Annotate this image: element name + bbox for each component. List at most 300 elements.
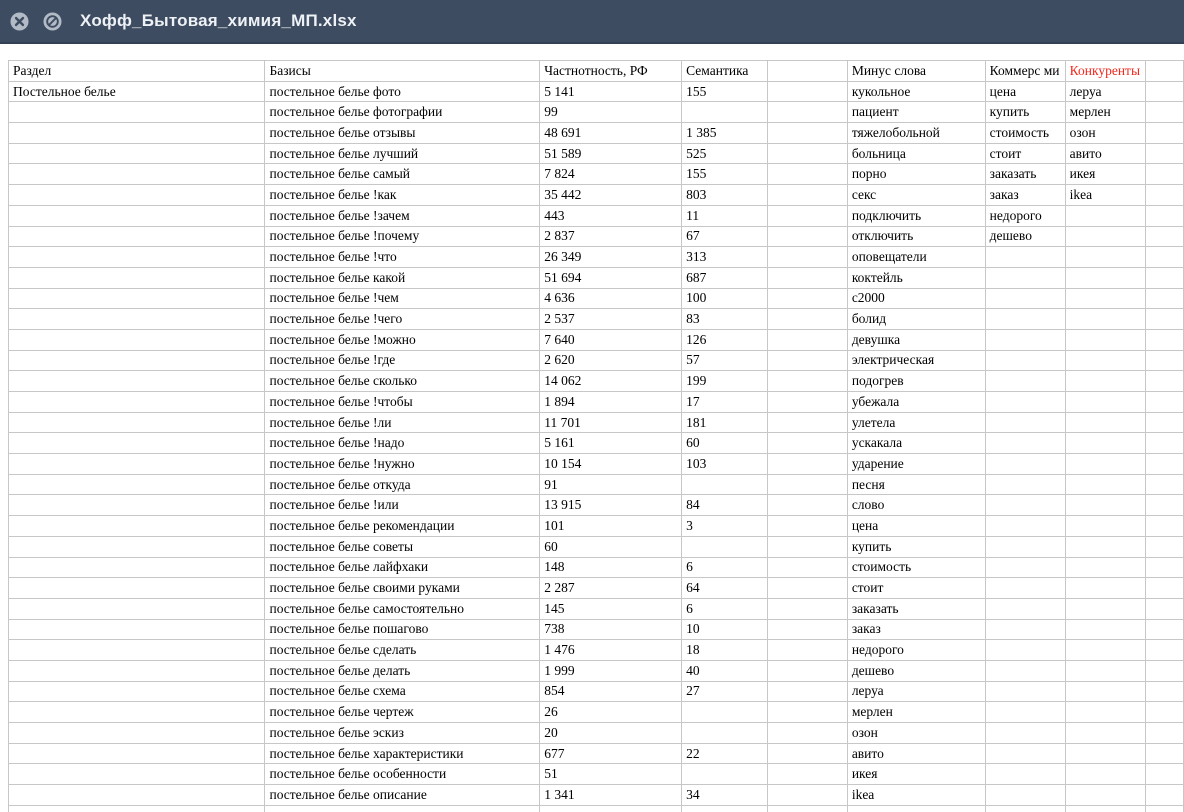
cell-bazis[interactable]: постельное белье пошагово xyxy=(265,619,540,640)
cell-competitors[interactable]: ikea xyxy=(1065,185,1145,206)
cell-commerce[interactable] xyxy=(985,329,1065,350)
cell-competitors[interactable] xyxy=(1065,474,1145,495)
cell-bazis[interactable]: постельное белье советы xyxy=(265,536,540,557)
column-header-commerce[interactable]: Коммерс ми xyxy=(985,61,1065,82)
cell-razdel[interactable] xyxy=(9,764,265,785)
cell-freq[interactable]: 26 xyxy=(540,702,682,723)
cell-bazis[interactable]: постельное белье лучший xyxy=(265,143,540,164)
cell-freq[interactable]: 99 xyxy=(540,102,682,123)
cell-commerce[interactable] xyxy=(985,681,1065,702)
cell-sem[interactable]: 83 xyxy=(682,309,768,330)
cell-razdel[interactable] xyxy=(9,743,265,764)
cell-freq[interactable]: 854 xyxy=(540,681,682,702)
cell-sem[interactable] xyxy=(682,536,768,557)
cell-razdel[interactable] xyxy=(9,329,265,350)
blocked-icon[interactable] xyxy=(43,12,62,31)
cell-bazis[interactable]: постельное белье схема xyxy=(265,681,540,702)
cell-razdel[interactable] xyxy=(9,164,265,185)
cell-minus[interactable]: ударение xyxy=(847,454,985,475)
cell-competitors[interactable] xyxy=(1065,536,1145,557)
cell-commerce[interactable]: купить xyxy=(985,102,1065,123)
cell-commerce[interactable] xyxy=(985,578,1065,599)
cell-sem[interactable]: 525 xyxy=(682,143,768,164)
cell-competitors[interactable] xyxy=(1065,743,1145,764)
cell-spacer2[interactable] xyxy=(1146,702,1184,723)
cell-razdel[interactable] xyxy=(9,185,265,206)
cell-commerce[interactable] xyxy=(985,640,1065,661)
cell-minus[interactable]: мерлен xyxy=(847,702,985,723)
cell-freq[interactable]: 13 915 xyxy=(540,495,682,516)
cell-bazis[interactable]: постельное белье !где xyxy=(265,350,540,371)
column-header-minus[interactable]: Минус слова xyxy=(847,61,985,82)
cell-competitors[interactable] xyxy=(1065,619,1145,640)
column-header-competitors[interactable]: Конкуренты xyxy=(1065,61,1145,82)
cell-minus[interactable]: икея xyxy=(847,764,985,785)
cell-freq[interactable]: 51 694 xyxy=(540,267,682,288)
cell-sem[interactable]: 6 xyxy=(682,598,768,619)
cell-bazis[interactable]: постельное белье какой xyxy=(265,267,540,288)
cell-competitors[interactable]: мерлен xyxy=(1065,102,1145,123)
cell-razdel[interactable] xyxy=(9,102,265,123)
cell-razdel[interactable] xyxy=(9,536,265,557)
column-header-sem[interactable]: Семантика xyxy=(682,61,768,82)
cell-sem[interactable]: 103 xyxy=(682,454,768,475)
cell-commerce[interactable] xyxy=(985,660,1065,681)
cell-razdel[interactable] xyxy=(9,309,265,330)
cell-spacer1[interactable] xyxy=(768,681,848,702)
cell-commerce[interactable] xyxy=(985,536,1065,557)
cell-sem[interactable] xyxy=(682,474,768,495)
cell-commerce[interactable] xyxy=(985,723,1065,744)
cell-competitors[interactable] xyxy=(1065,371,1145,392)
cell-sem[interactable]: 40 xyxy=(682,660,768,681)
cell-spacer2[interactable] xyxy=(1146,392,1184,413)
cell-commerce[interactable] xyxy=(985,454,1065,475)
cell-minus[interactable]: тяжелобольной xyxy=(847,123,985,144)
cell-bazis[interactable]: постельное белье !почему xyxy=(265,226,540,247)
cell-commerce[interactable] xyxy=(985,557,1065,578)
cell-spacer2[interactable] xyxy=(1146,247,1184,268)
cell-spacer1[interactable] xyxy=(768,247,848,268)
cell-competitors[interactable] xyxy=(1065,350,1145,371)
cell-spacer2[interactable] xyxy=(1146,619,1184,640)
cell-razdel[interactable] xyxy=(9,143,265,164)
cell-minus[interactable]: ускакала xyxy=(847,433,985,454)
cell-spacer2[interactable] xyxy=(1146,350,1184,371)
cell-bazis[interactable]: постельное белье лайфхаки xyxy=(265,557,540,578)
cell-freq[interactable]: 148 xyxy=(540,557,682,578)
cell-bazis[interactable]: постельное белье !или xyxy=(265,495,540,516)
cell-freq[interactable]: 1 341 xyxy=(540,785,682,806)
cell-freq[interactable]: 5 141 xyxy=(540,81,682,102)
cell-commerce[interactable]: недорого xyxy=(985,205,1065,226)
cell-minus[interactable]: песня xyxy=(847,474,985,495)
cell-commerce[interactable] xyxy=(985,288,1065,309)
cell-spacer1[interactable] xyxy=(768,557,848,578)
cell-commerce[interactable] xyxy=(985,495,1065,516)
cell-spacer2[interactable] xyxy=(1146,226,1184,247)
cell-spacer1[interactable] xyxy=(768,805,848,812)
cell-sem[interactable]: 17 xyxy=(682,392,768,413)
cell-spacer1[interactable] xyxy=(768,578,848,599)
cell-sem[interactable]: 181 xyxy=(682,412,768,433)
cell-spacer1[interactable] xyxy=(768,598,848,619)
cell-freq[interactable]: 35 442 xyxy=(540,185,682,206)
cell-bazis[interactable]: постельное белье фото xyxy=(265,81,540,102)
cell-minus[interactable]: подогрев xyxy=(847,371,985,392)
cell-minus[interactable]: слово xyxy=(847,495,985,516)
cell-sem[interactable] xyxy=(682,702,768,723)
cell-commerce[interactable] xyxy=(985,433,1065,454)
cell-commerce[interactable] xyxy=(985,267,1065,288)
cell-freq[interactable]: 51 xyxy=(540,764,682,785)
cell-commerce[interactable] xyxy=(985,619,1065,640)
cell-freq[interactable]: 60 xyxy=(540,536,682,557)
column-header-freq[interactable]: Частнотность, РФ xyxy=(540,61,682,82)
cell-spacer1[interactable] xyxy=(768,123,848,144)
cell-minus[interactable]: с2000 xyxy=(847,288,985,309)
cell-competitors[interactable]: авито xyxy=(1065,143,1145,164)
cell-spacer2[interactable] xyxy=(1146,454,1184,475)
cell-razdel[interactable] xyxy=(9,433,265,454)
cell-commerce[interactable] xyxy=(985,474,1065,495)
cell-sem[interactable]: 126 xyxy=(682,329,768,350)
cell-commerce[interactable] xyxy=(985,598,1065,619)
cell-spacer1[interactable] xyxy=(768,392,848,413)
cell-commerce[interactable]: заказ xyxy=(985,185,1065,206)
cell-spacer1[interactable] xyxy=(768,205,848,226)
cell-sem[interactable]: 64 xyxy=(682,578,768,599)
cell-bazis[interactable]: постельное белье особенности xyxy=(265,764,540,785)
cell-commerce[interactable] xyxy=(985,309,1065,330)
cell-minus[interactable]: авито xyxy=(847,743,985,764)
cell-razdel[interactable] xyxy=(9,681,265,702)
cell-spacer2[interactable] xyxy=(1146,123,1184,144)
cell-sem[interactable]: 11 xyxy=(682,205,768,226)
cell-sem[interactable] xyxy=(682,102,768,123)
cell-spacer2[interactable] xyxy=(1146,433,1184,454)
cell-sem[interactable]: 60 xyxy=(682,433,768,454)
cell-freq[interactable]: 14 062 xyxy=(540,371,682,392)
cell-bazis[interactable]: постельное белье самостоятельно xyxy=(265,598,540,619)
cell-spacer2[interactable] xyxy=(1146,371,1184,392)
cell-razdel[interactable] xyxy=(9,454,265,475)
cell-razdel[interactable] xyxy=(9,371,265,392)
cell-spacer2[interactable] xyxy=(1146,164,1184,185)
cell-bazis[interactable]: постельное белье характеристики xyxy=(265,743,540,764)
cell-commerce[interactable] xyxy=(985,743,1065,764)
cell-minus[interactable]: больница xyxy=(847,143,985,164)
cell-bazis[interactable]: постельное белье откуда xyxy=(265,474,540,495)
cell-spacer1[interactable] xyxy=(768,329,848,350)
cell-competitors[interactable] xyxy=(1065,205,1145,226)
cell-competitors[interactable] xyxy=(1065,433,1145,454)
cell-bazis[interactable]: постельное белье !зачем xyxy=(265,205,540,226)
cell-freq[interactable]: 2 837 xyxy=(540,226,682,247)
cell-sem[interactable]: 313 xyxy=(682,247,768,268)
cell-competitors[interactable] xyxy=(1065,412,1145,433)
cell-sem[interactable]: 3 xyxy=(682,516,768,537)
cell-minus[interactable]: стоит xyxy=(847,578,985,599)
cell-freq[interactable]: 26 349 xyxy=(540,247,682,268)
cell-razdel[interactable] xyxy=(9,205,265,226)
cell-minus[interactable]: коктейль xyxy=(847,267,985,288)
cell-freq[interactable]: 1 894 xyxy=(540,392,682,413)
cell-spacer2[interactable] xyxy=(1146,205,1184,226)
cell-minus[interactable]: недорого xyxy=(847,640,985,661)
cell-razdel[interactable] xyxy=(9,392,265,413)
cell-minus[interactable]: девушка xyxy=(847,329,985,350)
cell-spacer1[interactable] xyxy=(768,474,848,495)
cell-spacer1[interactable] xyxy=(768,102,848,123)
cell-sem[interactable]: 10 xyxy=(682,619,768,640)
cell-sem[interactable] xyxy=(682,805,768,812)
cell-competitors[interactable] xyxy=(1065,516,1145,537)
cell-razdel[interactable] xyxy=(9,516,265,537)
cell-spacer2[interactable] xyxy=(1146,557,1184,578)
cell-freq[interactable]: 677 xyxy=(540,743,682,764)
cell-spacer1[interactable] xyxy=(768,660,848,681)
cell-spacer2[interactable] xyxy=(1146,516,1184,537)
cell-bazis[interactable]: постельное белье делать xyxy=(265,660,540,681)
cell-spacer2[interactable] xyxy=(1146,598,1184,619)
cell-competitors[interactable] xyxy=(1065,723,1145,744)
cell-spacer2[interactable] xyxy=(1146,474,1184,495)
cell-spacer1[interactable] xyxy=(768,226,848,247)
cell-bazis[interactable]: постельное белье чертеж xyxy=(265,702,540,723)
cell-spacer1[interactable] xyxy=(768,267,848,288)
cell-sem[interactable]: 155 xyxy=(682,81,768,102)
cell-minus[interactable]: оповещатели xyxy=(847,247,985,268)
cell-razdel[interactable] xyxy=(9,660,265,681)
cell-minus[interactable]: подключить xyxy=(847,205,985,226)
cell-razdel[interactable] xyxy=(9,723,265,744)
cell-sem[interactable]: 18 xyxy=(682,640,768,661)
cell-freq[interactable]: 48 691 xyxy=(540,123,682,144)
cell-competitors[interactable] xyxy=(1065,702,1145,723)
cell-razdel[interactable] xyxy=(9,350,265,371)
cell-bazis[interactable]: постельное белье отзывы xyxy=(265,123,540,144)
cell-bazis[interactable]: постельное белье фотографии xyxy=(265,102,540,123)
cell-spacer2[interactable] xyxy=(1146,288,1184,309)
cell-commerce[interactable] xyxy=(985,412,1065,433)
cell-freq[interactable]: 1 999 xyxy=(540,660,682,681)
cell-freq[interactable]: 10 154 xyxy=(540,454,682,475)
cell-freq[interactable]: 7 824 xyxy=(540,164,682,185)
cell-spacer2[interactable] xyxy=(1146,309,1184,330)
cell-minus[interactable]: отключить xyxy=(847,226,985,247)
cell-commerce[interactable] xyxy=(985,516,1065,537)
cell-minus[interactable]: озон xyxy=(847,723,985,744)
cell-spacer1[interactable] xyxy=(768,143,848,164)
cell-competitors[interactable]: леруа xyxy=(1065,81,1145,102)
cell-bazis[interactable]: постельное белье !нужно xyxy=(265,454,540,475)
cell-freq[interactable]: 738 xyxy=(540,619,682,640)
cell-spacer1[interactable] xyxy=(768,288,848,309)
cell-minus[interactable]: купить xyxy=(847,536,985,557)
cell-razdel[interactable] xyxy=(9,288,265,309)
cell-freq[interactable]: 2 620 xyxy=(540,350,682,371)
cell-razdel[interactable] xyxy=(9,247,265,268)
cell-spacer1[interactable] xyxy=(768,371,848,392)
cell-freq[interactable]: 443 xyxy=(540,205,682,226)
cell-bazis[interactable]: постельное белье сделать xyxy=(265,640,540,661)
cell-commerce[interactable] xyxy=(985,247,1065,268)
cell-commerce[interactable] xyxy=(985,350,1065,371)
cell-spacer2[interactable] xyxy=(1146,681,1184,702)
cell-bazis[interactable]: постельное белье !чего xyxy=(265,309,540,330)
cell-spacer1[interactable] xyxy=(768,619,848,640)
cell-minus[interactable]: леруа xyxy=(847,681,985,702)
cell-spacer2[interactable] xyxy=(1146,805,1184,812)
cell-commerce[interactable]: стоимость xyxy=(985,123,1065,144)
cell-competitors[interactable] xyxy=(1065,454,1145,475)
cell-minus[interactable]: ikea xyxy=(847,785,985,806)
cell-competitors[interactable] xyxy=(1065,267,1145,288)
cell-competitors[interactable] xyxy=(1065,309,1145,330)
cell-spacer2[interactable] xyxy=(1146,743,1184,764)
cell-competitors[interactable] xyxy=(1065,578,1145,599)
cell-bazis[interactable]: постельное белье !что xyxy=(265,247,540,268)
cell-freq[interactable]: 51 589 xyxy=(540,143,682,164)
cell-competitors[interactable]: озон xyxy=(1065,123,1145,144)
cell-bazis[interactable]: постельное белье самый xyxy=(265,164,540,185)
cell-sem[interactable]: 34 xyxy=(682,785,768,806)
cell-competitors[interactable] xyxy=(1065,785,1145,806)
cell-minus[interactable]: дешево xyxy=(847,660,985,681)
cell-razdel[interactable] xyxy=(9,123,265,144)
cell-sem[interactable]: 22 xyxy=(682,743,768,764)
cell-freq[interactable]: 91 xyxy=(540,474,682,495)
cell-freq[interactable]: 5 161 xyxy=(540,433,682,454)
cell-minus[interactable]: цена xyxy=(847,516,985,537)
cell-competitors[interactable] xyxy=(1065,640,1145,661)
cell-minus[interactable]: убежала xyxy=(847,392,985,413)
cell-sem[interactable]: 100 xyxy=(682,288,768,309)
cell-minus[interactable]: улетела xyxy=(847,412,985,433)
cell-freq[interactable]: 2 537 xyxy=(540,309,682,330)
cell-spacer2[interactable] xyxy=(1146,764,1184,785)
cell-spacer1[interactable] xyxy=(768,350,848,371)
cell-spacer2[interactable] xyxy=(1146,267,1184,288)
cell-competitors[interactable] xyxy=(1065,247,1145,268)
cell-commerce[interactable] xyxy=(985,785,1065,806)
cell-razdel[interactable] xyxy=(9,557,265,578)
cell-commerce[interactable] xyxy=(985,702,1065,723)
cell-minus[interactable]: кукольное xyxy=(847,81,985,102)
cell-competitors[interactable] xyxy=(1065,495,1145,516)
cell-razdel[interactable] xyxy=(9,412,265,433)
cell-spacer1[interactable] xyxy=(768,764,848,785)
cell-spacer2[interactable] xyxy=(1146,185,1184,206)
cell-commerce[interactable]: дешево xyxy=(985,226,1065,247)
cell-minus[interactable]: заказать xyxy=(847,598,985,619)
cell-competitors[interactable] xyxy=(1065,329,1145,350)
cell-freq[interactable]: 4 636 xyxy=(540,288,682,309)
column-header-bazis[interactable]: Базисы xyxy=(265,61,540,82)
cell-spacer1[interactable] xyxy=(768,454,848,475)
cell-minus[interactable]: стоимость xyxy=(847,557,985,578)
cell-commerce[interactable] xyxy=(985,805,1065,812)
cell-sem[interactable]: 67 xyxy=(682,226,768,247)
cell-spacer2[interactable] xyxy=(1146,412,1184,433)
cell-spacer2[interactable] xyxy=(1146,143,1184,164)
cell-freq[interactable]: 145 xyxy=(540,598,682,619)
cell-spacer1[interactable] xyxy=(768,495,848,516)
cell-spacer1[interactable] xyxy=(768,640,848,661)
cell-spacer1[interactable] xyxy=(768,185,848,206)
cell-bazis[interactable]: постельное белье !как xyxy=(265,185,540,206)
cell-razdel[interactable] xyxy=(9,640,265,661)
cell-spacer1[interactable] xyxy=(768,81,848,102)
cell-bazis[interactable]: постельное белье своими руками xyxy=(265,578,540,599)
cell-spacer2[interactable] xyxy=(1146,640,1184,661)
cell-commerce[interactable]: стоит xyxy=(985,143,1065,164)
close-icon[interactable] xyxy=(10,12,29,31)
cell-bazis[interactable]: постельное белье описание xyxy=(265,785,540,806)
cell-competitors[interactable] xyxy=(1065,660,1145,681)
cell-razdel[interactable] xyxy=(9,226,265,247)
cell-minus[interactable]: пациент xyxy=(847,102,985,123)
cell-commerce[interactable] xyxy=(985,392,1065,413)
cell-razdel[interactable] xyxy=(9,578,265,599)
cell-bazis[interactable]: постельное белье !можно xyxy=(265,329,540,350)
cell-razdel[interactable] xyxy=(9,702,265,723)
cell-freq[interactable]: 1 476 xyxy=(540,640,682,661)
cell-minus[interactable]: секс xyxy=(847,185,985,206)
cell-commerce[interactable]: цена xyxy=(985,81,1065,102)
cell-spacer2[interactable] xyxy=(1146,660,1184,681)
cell-competitors[interactable]: икея xyxy=(1065,164,1145,185)
cell-spacer1[interactable] xyxy=(768,164,848,185)
cell-bazis[interactable]: постельное белье !надо xyxy=(265,433,540,454)
cell-freq[interactable]: 7 640 xyxy=(540,329,682,350)
cell-bazis[interactable]: постельное белье !чтобы xyxy=(265,392,540,413)
cell-bazis[interactable]: постельное белье !чем xyxy=(265,288,540,309)
cell-bazis[interactable]: постельное белье !ли xyxy=(265,412,540,433)
cell-razdel[interactable] xyxy=(9,495,265,516)
cell-spacer1[interactable] xyxy=(768,743,848,764)
cell-minus[interactable]: болид xyxy=(847,309,985,330)
cell-freq[interactable]: 2 287 xyxy=(540,578,682,599)
cell-competitors[interactable] xyxy=(1065,598,1145,619)
cell-spacer1[interactable] xyxy=(768,785,848,806)
cell-sem[interactable] xyxy=(682,723,768,744)
cell-sem[interactable]: 27 xyxy=(682,681,768,702)
cell-spacer1[interactable] xyxy=(768,309,848,330)
cell-spacer2[interactable] xyxy=(1146,81,1184,102)
cell-bazis[interactable]: постельное белье сколько xyxy=(265,371,540,392)
cell-razdel[interactable] xyxy=(9,474,265,495)
cell-competitors[interactable] xyxy=(1065,557,1145,578)
cell-spacer1[interactable] xyxy=(768,536,848,557)
cell-commerce[interactable]: заказать xyxy=(985,164,1065,185)
cell-razdel[interactable]: Постельное белье xyxy=(9,81,265,102)
cell-razdel[interactable] xyxy=(9,619,265,640)
cell-sem[interactable]: 199 xyxy=(682,371,768,392)
cell-minus[interactable]: электрическая xyxy=(847,350,985,371)
cell-spacer1[interactable] xyxy=(768,412,848,433)
cell-spacer2[interactable] xyxy=(1146,578,1184,599)
cell-sem[interactable]: 84 xyxy=(682,495,768,516)
cell-competitors[interactable] xyxy=(1065,681,1145,702)
cell-freq[interactable]: 20 xyxy=(540,723,682,744)
cell-sem[interactable]: 6 xyxy=(682,557,768,578)
cell-sem[interactable]: 687 xyxy=(682,267,768,288)
cell-spacer1[interactable] xyxy=(768,516,848,537)
cell-minus[interactable]: порно xyxy=(847,164,985,185)
cell-spacer1[interactable] xyxy=(768,433,848,454)
